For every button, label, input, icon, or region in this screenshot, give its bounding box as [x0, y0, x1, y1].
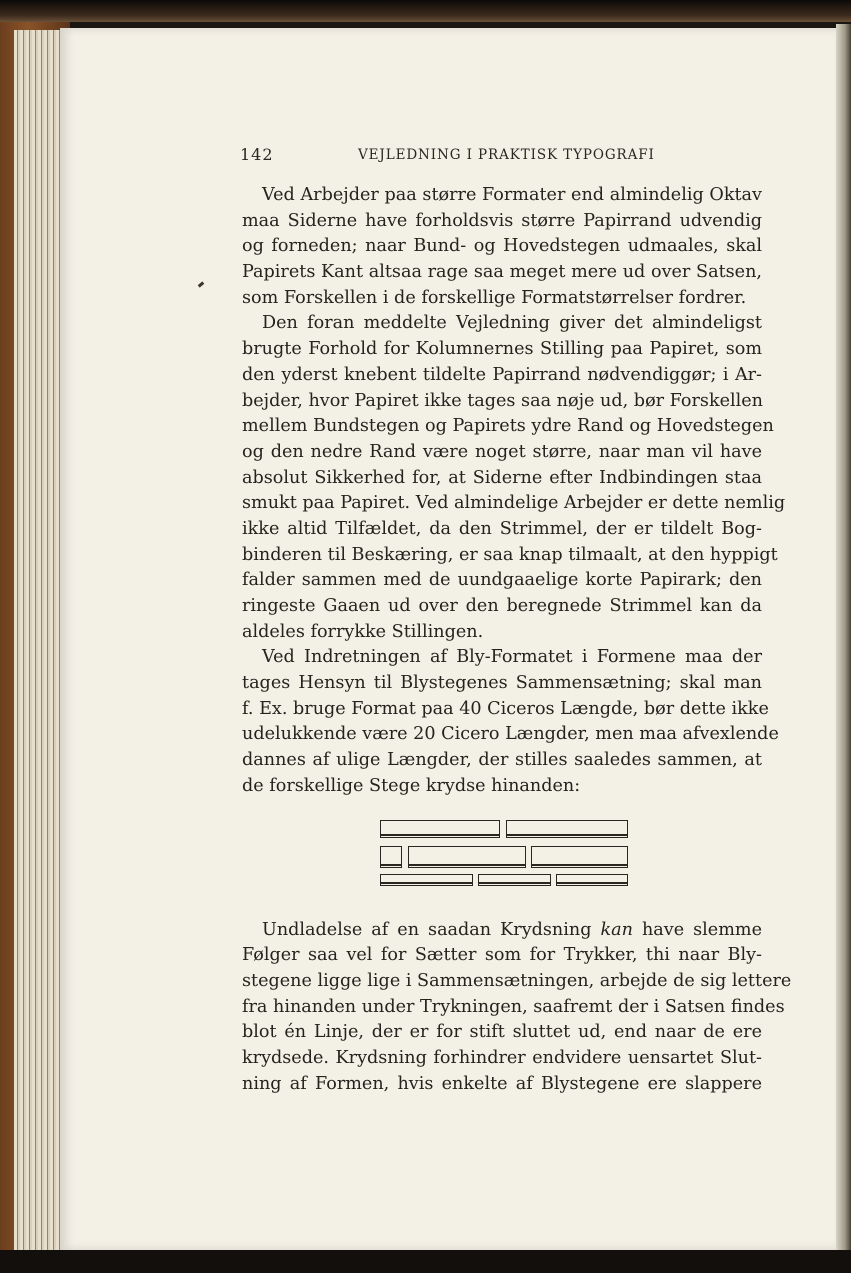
furniture-piece [380, 874, 473, 886]
emphasis-word: kan [600, 919, 633, 940]
furniture-piece [380, 820, 500, 838]
text-line: falder sammen med de uundgaaelige korte Papirark; den [242, 570, 762, 591]
stacked-page-edges [14, 30, 62, 1252]
text-line: ringeste Gaaen ud over den beregnede Strimmel kan da [242, 596, 762, 616]
furniture-piece [531, 846, 628, 868]
text-line: dannes af ulige Længder, der stilles saaledes sammen, at [242, 750, 762, 771]
page-number: 142 [240, 145, 274, 164]
text-fragment: have slemme [632, 919, 762, 940]
furniture-piece [408, 846, 526, 868]
furniture-piece [478, 874, 551, 886]
furniture-piece [380, 846, 402, 868]
page-bottom-edge [0, 1250, 851, 1273]
text-line: Ved Arbejder paa større Formater end almindelig Oktav [262, 185, 762, 205]
text-line: tages Hensyn til Blystegenes Sammensætning; skal man [242, 673, 762, 694]
text-line: smukt paa Papiret. Ved almindelige Arbejder er dette nemlig [242, 493, 786, 514]
running-title: VEJLEDNING I PRAKTISK TYPOGRAFI [358, 147, 655, 163]
text-fragment: Undladelse af en saadan Krydsning [262, 919, 601, 940]
text-line: absolut Sikkerhed for, at Siderne efter Indbindingen staa [242, 467, 762, 488]
text-line: mellem Bundstegen og Papirets ydre Rand og Hovedstegen [242, 416, 774, 437]
text-line: og den nedre Rand være noget større, naar man vil have [242, 441, 762, 462]
text-line: den yderst knebent tildelte Papirrand nødvendiggør; i Ar- [242, 364, 762, 385]
body-text [242, 183, 792, 1097]
text-line: maa Siderne have forholdsvis større Papirrand udvendig [242, 210, 762, 231]
text-line: ikke altid Tilfældet, da den Strimmel, der er tildelt Bog- [242, 518, 762, 539]
text-line: binderen til Beskæring, er saa knap tilmaalt, at den hyppigt [242, 544, 778, 565]
text-line: som Forskellen i de forskellige Formatstørrelser fordrer. [242, 287, 747, 308]
text-line: Den foran meddelte Vejledning giver det almindeligst [262, 313, 762, 334]
book-cover-top-edge [0, 0, 851, 22]
lead-furniture-diagram [380, 820, 628, 886]
text-line: blot én Linje, der er for stift sluttet ud, end naar de ere [242, 1022, 762, 1043]
text-line: Ved Indretningen af Bly-Formatet i Formene maa der [262, 647, 762, 668]
furniture-piece [506, 820, 628, 838]
text-line: krydsede. Krydsning forhindrer endvidere uensartet Slut- [242, 1047, 762, 1068]
text-line: bejder, hvor Papiret ikke tages saa nøje ud, bør Forskellen [242, 390, 764, 411]
text-line: ning af Formen, hvis enkelte af Blystegene ere slappere [242, 1073, 762, 1094]
text-line: stegene ligge lige i Sammensætningen, arbejde de sig lettere [242, 970, 792, 991]
text-line: Følger saa vel for Sætter som for Trykker, thi naar Bly- [242, 945, 762, 966]
text-line: aldeles forrykke Stillingen. [242, 621, 484, 642]
page-right-edge [836, 24, 851, 1254]
text-line: de forskellige Stege krydse hinanden: [242, 775, 581, 796]
text-line: og forneden; naar Bund- og Hovedstegen udmaales, skal [242, 236, 762, 257]
furniture-piece [556, 874, 628, 886]
running-head [240, 145, 660, 171]
text-line: f. Ex. bruge Format paa 40 Ciceros Længde, bør dette ikke [242, 698, 769, 719]
text-line: brugte Forhold for Kolumnernes Stilling paa Papiret, som [242, 339, 762, 360]
text-line [242, 918, 762, 944]
text-line: Papirets Kant altsaa rage saa meget mere ud over Satsen, [242, 262, 762, 283]
text-line: fra hinanden under Trykningen, saafremt der i Satsen findes [242, 996, 785, 1017]
text-line: udelukkende være 20 Cicero Længder, men maa afvexlende [242, 724, 779, 745]
